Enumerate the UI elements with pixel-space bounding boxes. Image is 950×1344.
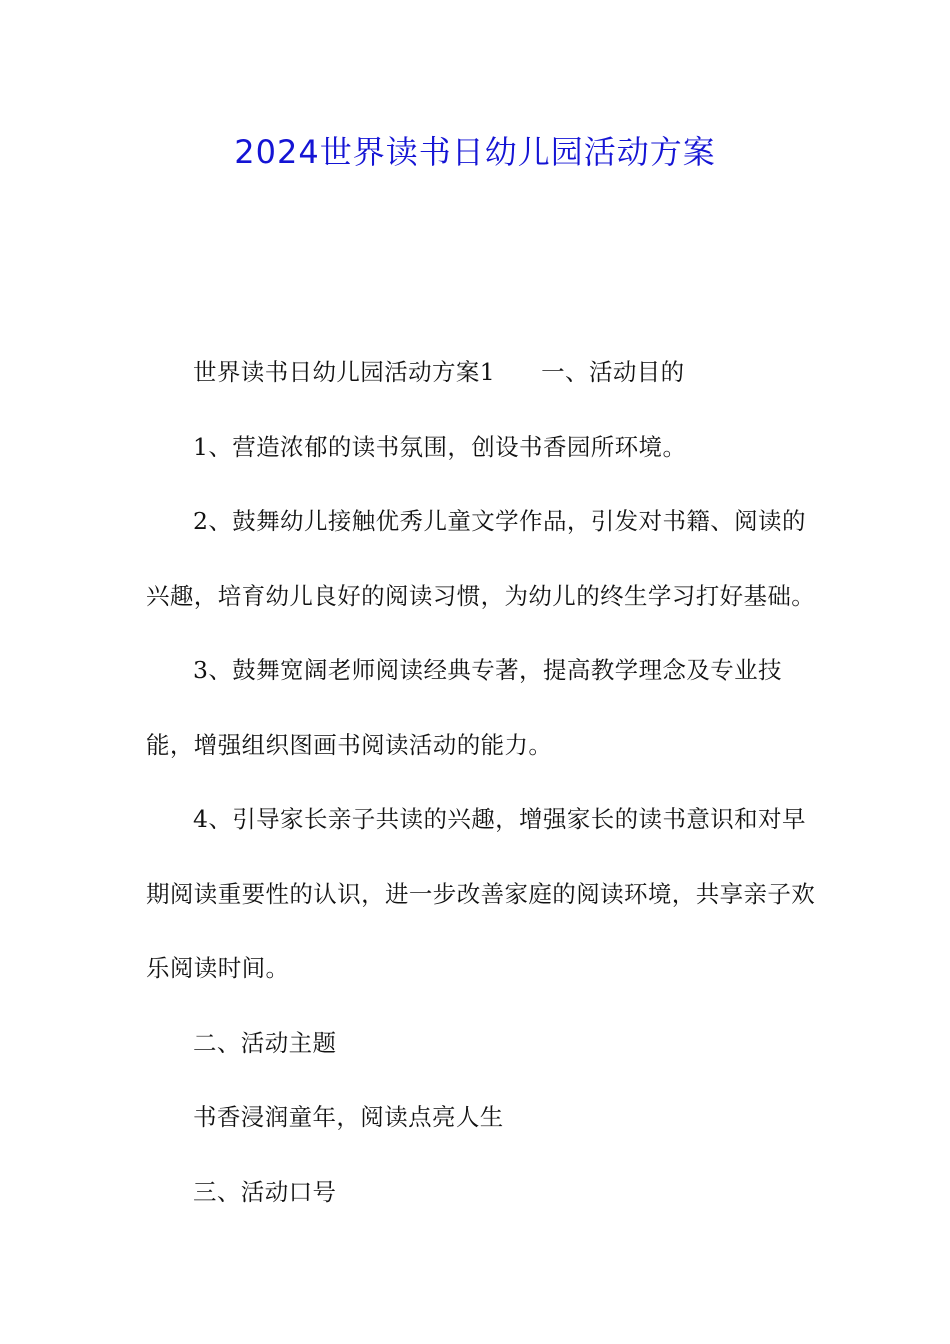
document-title: 2024世界读书日幼儿园活动方案	[234, 133, 716, 171]
theme-text: 书香浸润童年，阅读点亮人生	[193, 1103, 504, 1131]
paragraph-goal-2: 2、鼓舞幼儿接触优秀儿童文学作品，引发对书籍、阅读的兴趣，培育幼儿良好的阅读习惯，为幼儿的终生学习打好基础。	[146, 507, 816, 610]
heading-line	[146, 335, 826, 410]
document-body	[146, 335, 826, 1229]
section-two-heading: 二、活动主题	[193, 1028, 337, 1057]
plan-name: 世界读书日幼儿园活动方案1	[193, 358, 496, 386]
paragraph-goal-4: 4、引导家长亲子共读的兴趣，增强家长的读书意识和对早期阅读重要性的认识，进一步改善家庭的阅读环境，共享亲子欢乐阅读时间。	[146, 805, 816, 982]
paragraph-goal-3: 3、鼓舞宽阔老师阅读经典专著，提高教学理念及专业技能，增强组织图画书阅读活动的能力。	[146, 656, 782, 759]
section-one-heading: 一、活动目的	[541, 358, 685, 386]
paragraph-goal-1: 1、营造浓郁的读书氛围，创设书香园所环境。	[193, 432, 687, 461]
section-three-heading: 三、活动口号	[193, 1177, 337, 1206]
